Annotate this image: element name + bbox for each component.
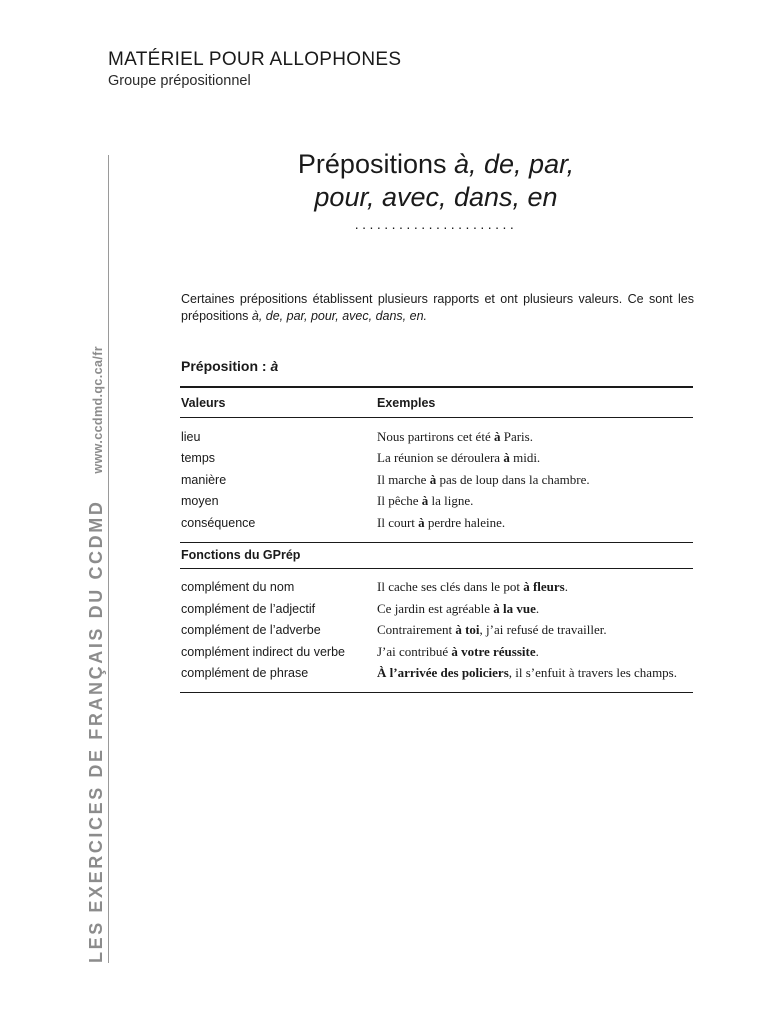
fonctions-rows (180, 569, 693, 693)
title-lead: Prépositions (297, 149, 454, 179)
title-line1-italic: à, de, par, (454, 149, 575, 179)
example-text-after: , j’ai refusé de travailler. (479, 622, 607, 638)
intro-italic: à, de, par, pour, avec, dans, en. (251, 309, 427, 323)
fonctions-section-label: Fonctions du GPrép (181, 547, 301, 562)
preposition-label: Préposition : (181, 358, 271, 374)
row-label: manière (181, 472, 227, 487)
example-text-after: Paris. (500, 428, 533, 444)
collection-url: www.ccdmd.qc.ca/fr (91, 345, 105, 474)
preposition-table (180, 386, 693, 693)
row-label: complément du nom (181, 580, 295, 595)
example-text-after: , il s’enfuit à travers les champs. (508, 665, 677, 681)
example-text-before: Il cache ses clés dans le pot (377, 579, 524, 595)
row-label: lieu (181, 429, 201, 444)
page-title (180, 148, 692, 214)
table-row (180, 426, 693, 448)
example-text-before: J’ai contribué (377, 643, 452, 659)
example-text-before: Contrairement (377, 622, 456, 638)
example-preposition: à (493, 428, 501, 444)
intro-text: Certaines prépositions établissent plusieurs rapports et ont plusieurs valeurs. Ce sont les prépositions (181, 292, 694, 323)
row-example (377, 579, 693, 595)
table-row (180, 512, 693, 534)
row-label: complément de l’adverbe (181, 623, 321, 638)
example-text-after: . (535, 643, 539, 659)
example-preposition: à (418, 514, 425, 530)
intro-paragraph (181, 291, 694, 325)
table-row (180, 577, 693, 599)
table-row (180, 663, 693, 685)
row-label: complément de phrase (181, 666, 309, 681)
table-row (180, 598, 693, 620)
example-preposition: à (503, 450, 510, 466)
row-label: complément indirect du verbe (181, 644, 345, 659)
table-row (180, 448, 693, 470)
valeurs-rows (180, 418, 693, 542)
header-title: MATÉRIEL POUR ALLOPHONES (108, 49, 402, 70)
row-example (377, 665, 693, 681)
row-label: complément de l’adjectif (181, 601, 316, 616)
preposition-heading (181, 358, 278, 374)
row-label: temps (181, 451, 216, 466)
row-example (377, 493, 693, 509)
table-header-row (180, 388, 693, 417)
row-example (377, 450, 693, 466)
row-example (377, 472, 693, 488)
example-text-before: Il pêche (377, 493, 422, 509)
example-preposition: à toi (455, 622, 480, 638)
column-header-exemples: Exemples (377, 395, 436, 410)
example-text-before: Nous partirons cet été (377, 428, 494, 444)
example-preposition: à votre réussite (451, 643, 536, 659)
row-example (377, 429, 693, 445)
column-header-valeurs: Valeurs (181, 395, 226, 410)
example-text-after: perdre haleine. (424, 514, 506, 530)
row-label: conséquence (181, 515, 256, 530)
example-preposition: à (421, 493, 429, 509)
page-header (108, 48, 401, 90)
table-row (180, 491, 693, 513)
example-preposition: à fleurs (523, 579, 565, 595)
example-text-before: Ce jardin est agréable (377, 600, 494, 616)
example-text-after: la ligne. (428, 493, 474, 509)
table-bottom-rule (180, 692, 693, 693)
example-text-before: Il marche (377, 471, 430, 487)
sidebar-vertical-text (86, 346, 107, 963)
example-text-after: . (564, 579, 568, 595)
row-example (377, 622, 693, 638)
example-text-before: Il court (377, 514, 419, 530)
collection-name: LES EXERCICES DE FRANÇAIS DU CCDMD (86, 499, 106, 963)
row-label: moyen (181, 494, 219, 509)
side-divider (108, 155, 109, 963)
example-text-after: midi. (509, 450, 541, 466)
title-dotted-rule: ...................... (354, 216, 518, 232)
row-example (377, 601, 693, 617)
example-text-before: La réunion se déroulera (377, 450, 504, 466)
example-preposition: À l’arrivée des policiers (377, 665, 509, 681)
table-row (180, 469, 693, 491)
row-example (377, 515, 693, 531)
example-preposition: à la vue (493, 600, 536, 616)
example-text-after: . (535, 600, 540, 616)
title-line2-italic: pour, avec, dans, en (314, 182, 558, 212)
row-example (377, 644, 693, 660)
table-row (180, 641, 693, 663)
header-subtitle: Groupe prépositionnel (108, 73, 251, 89)
preposition-value: à (270, 358, 279, 374)
example-preposition: à (429, 471, 437, 487)
table-row (180, 620, 693, 642)
example-text-after: pas de loup dans la chambre. (436, 471, 590, 487)
